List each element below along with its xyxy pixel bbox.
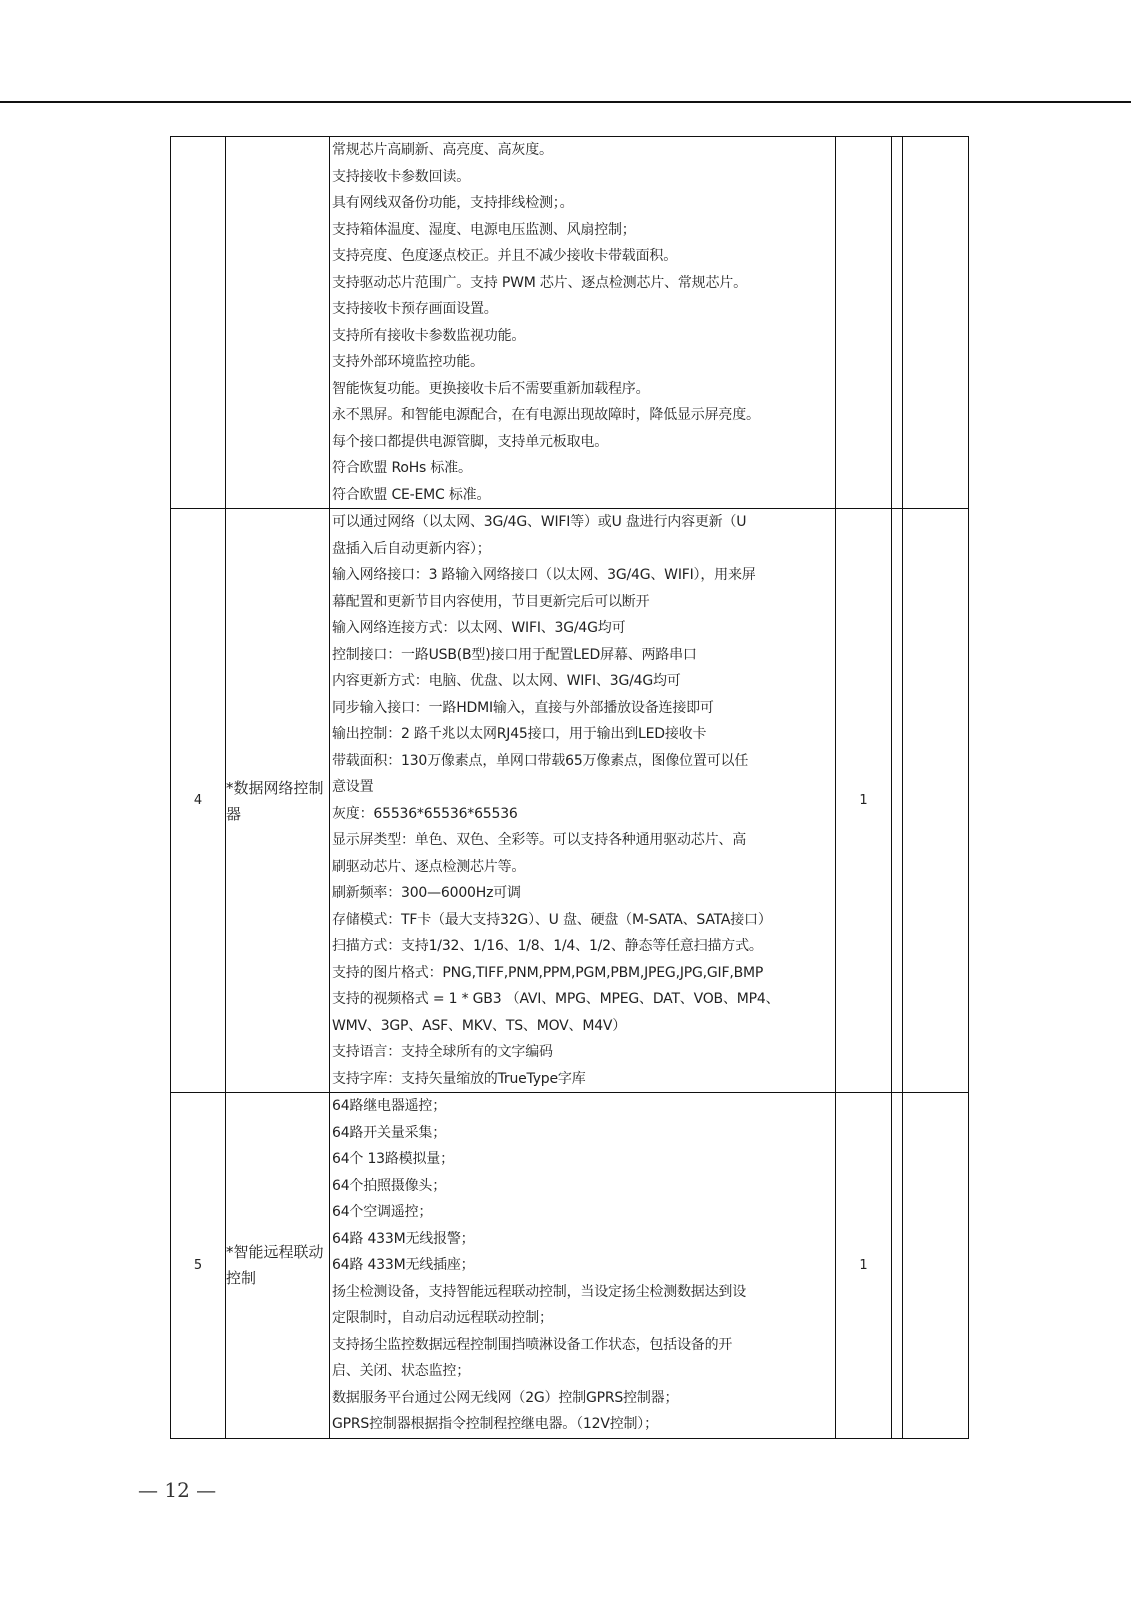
item-spec-description: [330, 1093, 836, 1439]
spec-line: 意设置: [332, 779, 374, 795]
item-number: 4: [171, 509, 226, 1093]
spec-line: 存储模式：TF卡（最大支持32G）、U 盘、硬盘（M-SATA、SATA接口）: [332, 911, 772, 928]
spec-line: 支持亮度、色度逐点校正。并且不减少接收卡带载面积。: [332, 248, 677, 264]
item-quantity: 1: [836, 1093, 892, 1439]
spec-line: 64个 13路模拟量；: [332, 1151, 454, 1167]
spec-line: 可以通过网络（以太网、3G/4G、WIFI等）或U 盘进行内容更新（U: [332, 514, 747, 530]
item-quantity: [836, 137, 892, 509]
table-row: [171, 509, 969, 1093]
spec-line: 64路 433M无线插座；: [332, 1257, 475, 1273]
spec-line: 64个空调遥控；: [332, 1204, 433, 1220]
spec-line: 支持箱体温度、湿度、电源电压监测、风扇控制；: [332, 221, 636, 238]
spec-line: 输出控制：2 路千兆以太网RJ45接口，用于输出到LED接收卡: [332, 726, 707, 742]
spec-line: 支持外部环境监控功能。: [332, 354, 484, 370]
page-number: — 12 —: [138, 1478, 217, 1502]
spec-line: 扬尘检测设备，支持智能远程联动控制，当设定扬尘检测数据达到设: [332, 1283, 746, 1300]
spec-line: 内容更新方式：电脑、优盘、以太网、WIFI、3G/4G均可: [332, 673, 681, 689]
spec-line: 同步输入接口：一路HDMI输入，直接与外部播放设备连接即可: [332, 699, 714, 716]
spec-line: 控制接口：一路USB(B型)接口用于配置LED屏幕、两路串口: [332, 646, 697, 663]
item-name: *数据网络控制器: [226, 509, 330, 1093]
spec-line: 支持的视频格式 = 1 * GB3 （AVI、MPG、MPEG、DAT、VOB、MP4、: [332, 991, 780, 1007]
spec-line: 支持所有接收卡参数监视功能。: [332, 327, 526, 344]
spec-line: 支持扬尘监控数据远程控制围挡喷淋设备工作状态，包括设备的开: [332, 1336, 733, 1353]
blank-cell: [892, 1093, 903, 1439]
spec-line: 数据服务平台通过公网无线网（2G）控制GPRS控制器；: [332, 1389, 679, 1406]
remarks-cell: [903, 137, 969, 509]
spec-table: [170, 136, 969, 1439]
spec-line: 灰度：65536*65536*65536: [332, 805, 518, 822]
spec-line: 符合欧盟 CE-EMC 标准。: [332, 486, 491, 503]
spec-line: 支持语言：支持全球所有的文字编码: [332, 1044, 553, 1060]
spec-line: 64路 433M无线报警；: [332, 1230, 475, 1247]
remarks-cell: [903, 509, 969, 1093]
spec-line: 带载面积：130万像素点，单网口带载65万像素点，图像位置可以任: [332, 752, 749, 769]
item-spec-description: [330, 509, 836, 1093]
spec-line: 64路开关量采集；: [332, 1124, 447, 1141]
spec-line: 扫描方式：支持1/32、1/16、1/8、1/4、1/2、静态等任意扫描方式。: [332, 938, 763, 954]
spec-line: 支持接收卡参数回读。: [332, 168, 470, 185]
table-row: [171, 1093, 969, 1439]
spec-line: 智能恢复功能。更换接收卡后不需要重新加载程序。: [332, 380, 650, 397]
spec-line: GPRS控制器根据指令控制程控继电器。（12V控制）；: [332, 1416, 658, 1432]
spec-line: 具有网线双备份功能，支持排线检测；。: [332, 195, 574, 211]
spec-line: 64路继电器遥控；: [332, 1098, 447, 1114]
header-rule: [0, 101, 1131, 103]
spec-line: 64个拍照摄像头；: [332, 1177, 447, 1194]
spec-line: 定限制时，自动启动远程联动控制；: [332, 1310, 553, 1326]
spec-line: 支持字库：支持矢量缩放的TrueType字库: [332, 1070, 586, 1087]
spec-line: 输入网络接口：3 路输入网络接口（以太网、3G/4G、WIFI），用来屏: [332, 567, 756, 583]
spec-line: 符合欧盟 RoHs 标准。: [332, 460, 472, 476]
blank-cell: [892, 509, 903, 1093]
spec-line: 永不黑屏。和智能电源配合，在有电源出现故障时，降低显示屏亮度。: [332, 407, 760, 423]
spec-line: 盘插入后自动更新内容）；: [332, 540, 491, 557]
spec-line: 启、关闭、状态监控；: [332, 1363, 470, 1379]
item-spec-description: [330, 137, 836, 509]
spec-line: 输入网络连接方式：以太网、WIFI、3G/4G均可: [332, 620, 626, 636]
spec-line: 每个接口都提供电源管脚，支持单元板取电。: [332, 433, 608, 450]
spec-line: 支持接收卡预存画面设置。: [332, 301, 498, 317]
table-row: [171, 137, 969, 509]
spec-line: 支持驱动芯片范围广。支持 PWM 芯片、逐点检测芯片、常规芯片。: [332, 274, 747, 291]
spec-line: 常规芯片高刷新、高亮度、高灰度。: [332, 142, 553, 158]
spec-line: 显示屏类型：单色、双色、全彩等。可以支持各种通用驱动芯片、高: [332, 832, 746, 848]
spec-line: 支持的图片格式：PNG,TIFF,PNM,PPM,PGM,PBM,JPEG,JPG,GIF,BMP: [332, 964, 764, 981]
item-name: [226, 137, 330, 509]
remarks-cell: [903, 1093, 969, 1439]
item-name: *智能远程联动控制: [226, 1093, 330, 1439]
item-number: [171, 137, 226, 509]
blank-cell: [892, 137, 903, 509]
spec-line: 刷新频率：300—6000Hz可调: [332, 885, 521, 901]
spec-line: 刷驱动芯片、逐点检测芯片等。: [332, 858, 526, 875]
item-number: 5: [171, 1093, 226, 1439]
item-quantity: 1: [836, 509, 892, 1093]
spec-line: WMV、3GP、ASF、MKV、TS、MOV、M4V）: [332, 1017, 627, 1034]
spec-line: 幕配置和更新节目内容使用，节目更新完后可以断开: [332, 593, 650, 610]
